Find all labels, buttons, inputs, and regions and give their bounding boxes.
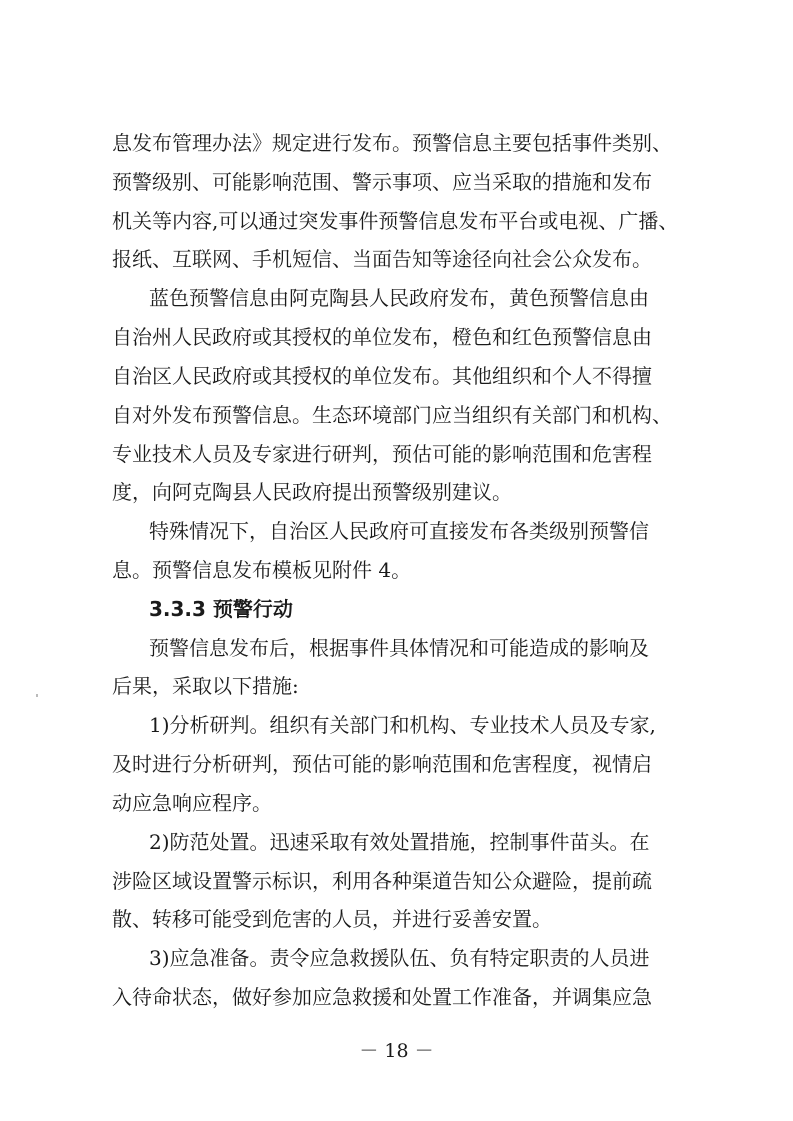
text-line: 散、转移可能受到危害的人员，并进行妥善安置。 [112,907,552,931]
text-line: 动应急响应程序。 [112,791,272,815]
text-line: 及时进行分析研判，预估可能的影响范围和危害程度，视情启 [112,752,652,776]
text-line: 涉险区域设置警示标识，利用各种渠道告知公众避险，提前疏 [112,869,652,893]
text-line: 机关等内容,可以通过突发事件预警信息发布平台或电视、广播、 [112,209,679,233]
text-line: 报纸、互联网、手机短信、当面告知等途径向社会公众发布。 [112,247,652,271]
text-line: 自对外发布预警信息。生态环境部门应当组织有关部门和机构、 [112,403,672,427]
text-line: 息发布管理办法》规定进行发布。预警信息主要包括事件类别、 [112,131,672,155]
text-line: 特殊情况下，自治区人民政府可直接发布各类级别预警信 [149,519,649,543]
text-line: 自治州人民政府或其授权的单位发布，橙色和红色预警信息由 [112,325,652,349]
text-line: 自治区人民政府或其授权的单位发布。其他组织和个人不得擅 [112,364,652,388]
scan-mark [36,694,38,697]
text-line: 专业技术人员及专家进行研判，预估可能的影响范围和危害程 [112,442,652,466]
text-line: 后果，采取以下措施: [112,674,299,698]
text-line: 息。预警信息发布模板见附件 4。 [112,558,412,582]
text-line: 预警信息发布后，根据事件具体情况和可能造成的影响及 [149,636,649,660]
text-line: 度，向阿克陶县人民政府提出预警级别建议。 [112,480,512,504]
text-line: 蓝色预警信息由阿克陶县人民政府发布，黄色预警信息由 [149,286,649,310]
text-line: 3)应急准备。责令应急救援队伍、负有特定职责的人员进 [149,946,650,970]
page-number: － 18 － [359,1040,434,1062]
text-line: 2)防范处置。迅速采取有效处置措施，控制事件苗头。在 [149,830,650,854]
text-line: 入待命状态，做好参加应急救援和处置工作准备，并调集应急 [112,985,652,1009]
section-heading: 3.3.3 预警行动 [149,597,293,621]
text-line: 1)分析研判。组织有关部门和机构、专业技术人员及专家, [149,713,656,737]
text-line: 预警级别、可能影响范围、警示事项、应当采取的措施和发布 [112,170,652,194]
